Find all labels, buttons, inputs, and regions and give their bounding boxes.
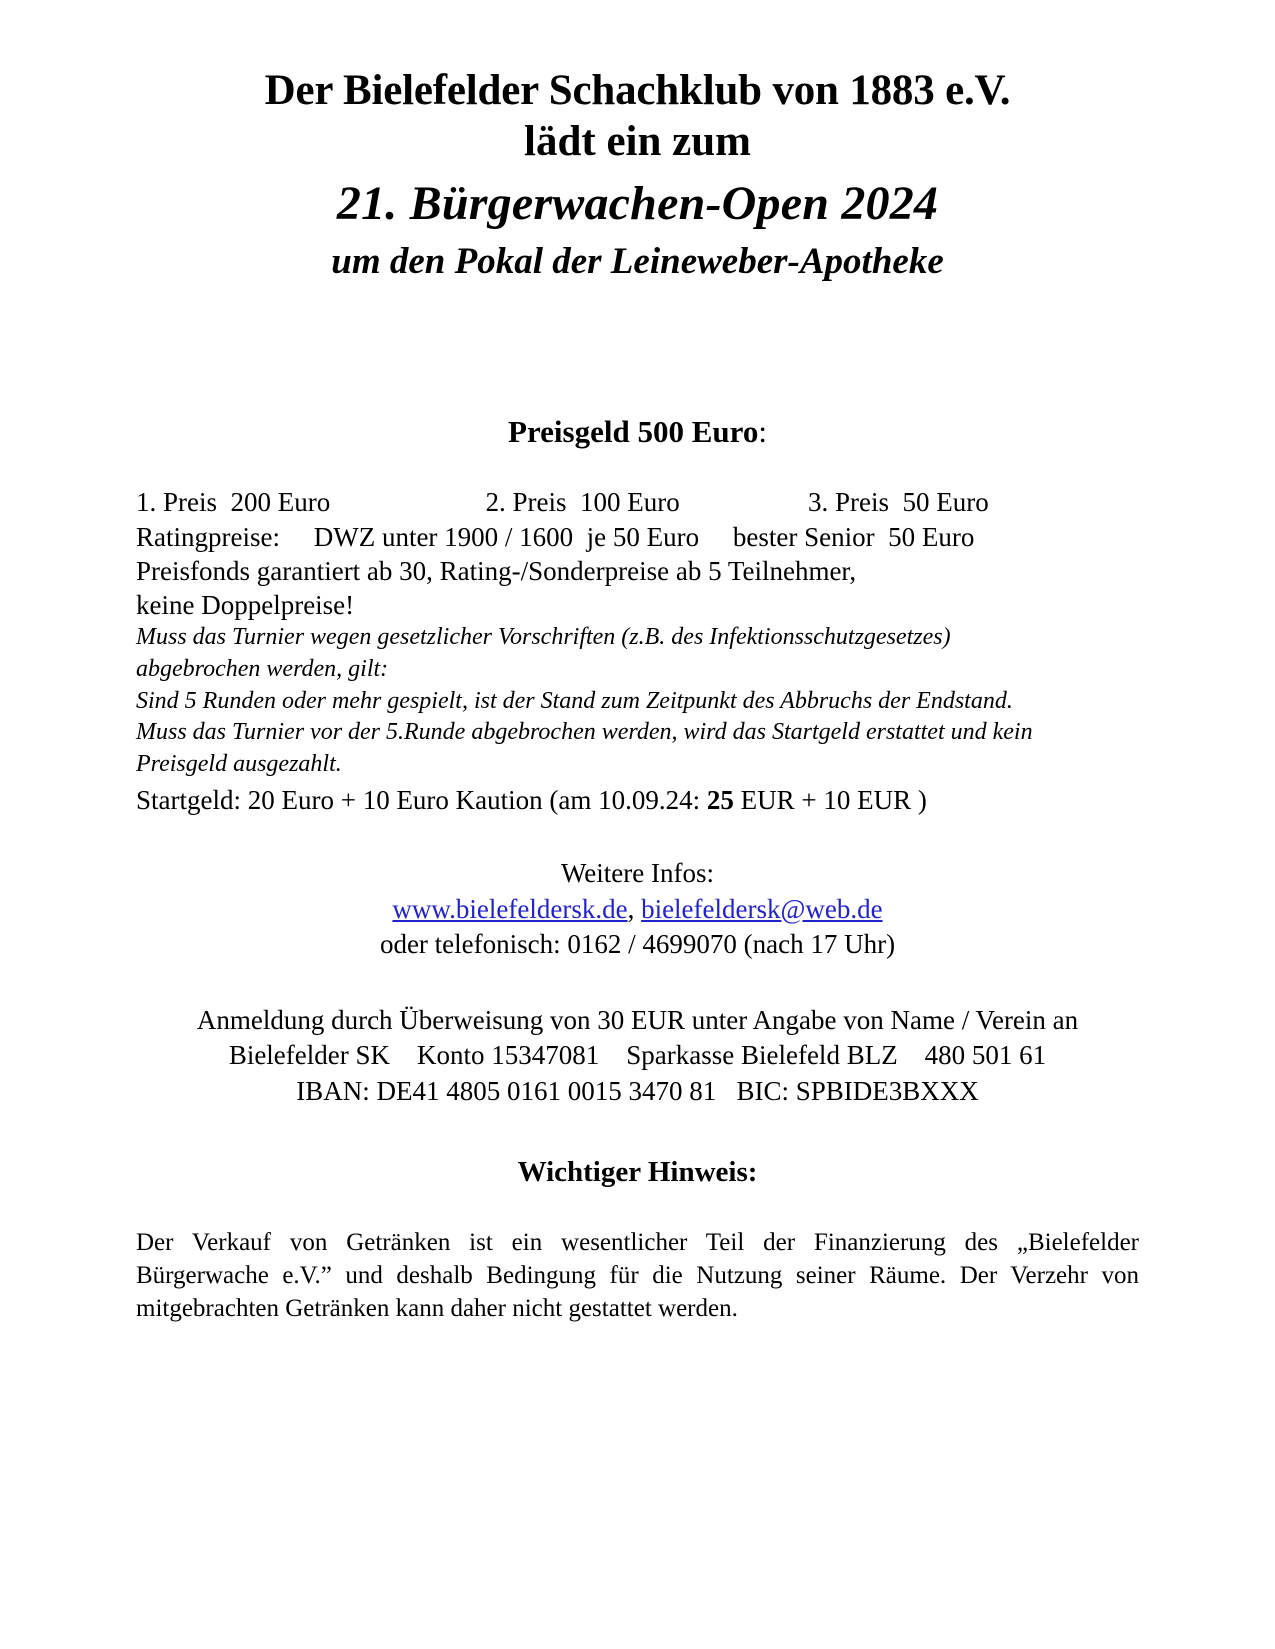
- condition-line-2: abgebrochen werden, gilt:: [136, 656, 389, 683]
- registration-bank-section: [136, 1003, 1139, 1110]
- website-link[interactable]: www.bielefeldersk.de: [392, 893, 628, 924]
- email-link[interactable]: bielefeldersk@web.de: [641, 893, 883, 924]
- entry-fee-late-amount: 25: [706, 784, 734, 815]
- cancellation-conditions: [136, 622, 1139, 780]
- bank-account-line: Bielefelder SK Konto 15347081 Sparkasse Bielefeld BLZ 480 501 61: [228, 1040, 1047, 1071]
- registration-instruction: Anmeldung durch Überweisung von 30 EUR unter Angabe von Name / Verein an: [196, 1004, 1079, 1035]
- link-separator: ,: [627, 893, 642, 924]
- prize-details: [136, 485, 1139, 622]
- prize-line-4: keine Doppelpreise!: [136, 590, 355, 621]
- contact-links-line: [136, 892, 1139, 928]
- prize-line-3: Preisfonds garantiert ab 30, Rating-/Sonderpreise ab 5 Teilnehmer,: [136, 555, 857, 586]
- entry-fee-suffix: EUR + 10 EUR ): [733, 784, 927, 815]
- phone-line: oder telefonisch: 0162 / 4699070 (nach 17 Uhr): [379, 929, 896, 960]
- flyer-header: [136, 0, 1139, 285]
- contact-section: [136, 856, 1139, 963]
- event-title: 21. Bürgerwachen-Open 2024: [336, 177, 939, 231]
- event-subtitle: um den Pokal der Leineweber-Apotheke: [331, 240, 944, 282]
- important-notice-body: Der Verkauf von Getränken ist ein wesentlicher Teil der Finanzierung des „Bielefelder Bürgerwache e.V.” und deshalb Bedingung für die Nutzung seiner Räume. Der Verzehr von mitgebrachten Getränken kann daher nicht gestattet werden.: [136, 1229, 1139, 1323]
- important-notice-title: Wichtiger Hinweis:: [517, 1155, 758, 1188]
- prize-line-2: Ratingpreise: DWZ unter 1900 / 1600 je 50 Euro bester Senior 50 Euro: [136, 521, 975, 552]
- contact-heading: Weitere Infos:: [560, 857, 714, 888]
- condition-line-5: Preisgeld ausgezahlt.: [136, 751, 342, 778]
- invitation-line: lädt ein zum: [524, 117, 751, 165]
- club-name-line: Der Bielefelder Schachklub von 1883 e.V.: [264, 67, 1011, 114]
- condition-line-3: Sind 5 Runden oder mehr gespielt, ist der Stand zum Zeitpunkt des Abbruchs der Endstand.: [136, 687, 1013, 714]
- entry-fee-line: [136, 783, 1139, 818]
- prize-money-colon: :: [758, 414, 767, 450]
- iban-bic-line: IBAN: DE41 4805 0161 0015 3470 81 BIC: SPBIDE3BXXX: [296, 1076, 979, 1106]
- condition-line-4: Muss das Turnier vor der 5.Runde abgebrochen werden, wird das Startgeld erstattet und kein: [136, 719, 1033, 746]
- prize-money-amount: Preisgeld 500 Euro: [508, 414, 759, 450]
- condition-line-1: Muss das Turnier wegen gesetzlicher Vorschriften (z.B. des Infektionsschutzgesetzes): [136, 624, 951, 651]
- entry-fee-prefix: Startgeld: 20 Euro + 10 Euro Kaution (am 10.09.24:: [136, 784, 707, 815]
- prize-money-heading: [136, 413, 1139, 450]
- prize-line-1: 1. Preis 200 Euro 2. Preis 100 Euro 3. Preis 50 Euro: [136, 487, 989, 518]
